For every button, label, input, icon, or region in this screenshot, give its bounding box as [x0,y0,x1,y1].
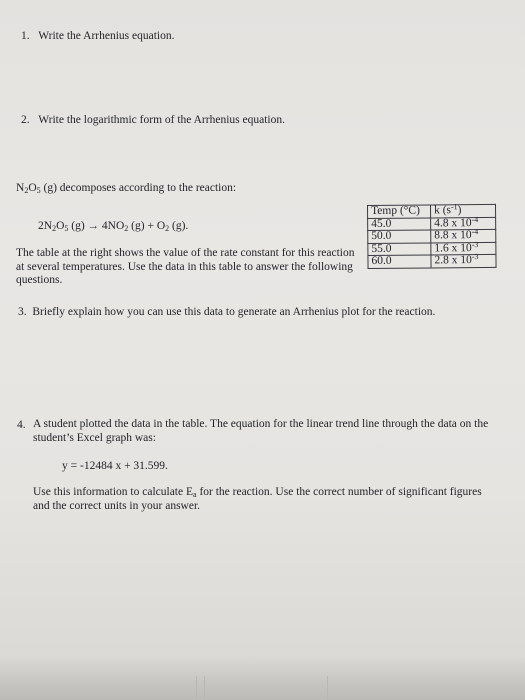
k-cell: 4.8 x $10^{-4}$ [431,217,496,230]
paper-crease [327,676,328,700]
temp-cell: 50.0 [368,230,431,243]
table-row [368,254,496,268]
paper-crease [196,676,197,700]
question-2-text: Write the logarithmic form of the Arrhenius equation. [38,114,285,126]
question-2 [21,113,285,127]
question-1 [21,29,174,43]
temp-cell: 45.0 [368,217,431,230]
page-shadow [0,655,525,700]
question-3 [18,305,435,319]
question-1-text: Write the Arrhenius equation. [38,30,175,42]
table-description: The table at the right shows the value of the rate constant for this reaction at several temperatures. Use the data in this table to answer the following questions. [16,247,355,286]
reaction-arrow-icon: → [87,220,100,232]
question-1-number: 1. [21,30,30,42]
rate-constant-table [367,204,497,269]
reaction-intro: $N_2O_5$ (g) decomposes according to the reaction: [16,182,237,195]
k-cell: 2.8 x $10^{-3}$ [431,254,496,267]
question-2-number: 2. [21,114,30,126]
temp-cell: 60.0 [368,255,431,268]
temp-cell: 55.0 [368,242,431,255]
header-k: k $(s^{-1})$ [431,204,496,217]
trendline-equation: y = -12484 x + 31.599. [62,460,168,472]
question-4-instruction: Use this information to calculate $E_a$ for the reaction. Use the correct number of significant figures and the correct units in your answer. [33,486,482,512]
k-cell: 8.8 x $10^{-4}$ [431,229,496,242]
header-temp: Temp (°C) [368,205,431,218]
k-cell: 1.6 x $10^{-3}$ [431,242,496,255]
question-4-text: A student plotted the data in the table. The equation for the linear trend line through the data on the student’s Excel graph was: [33,418,489,444]
question-3-number: 3. [18,306,27,318]
paper-crease [204,676,205,700]
question-3-text: Briefly explain how you can use this data to generate an Arrhenius plot for the reaction. [32,306,436,318]
reaction-equation: $2N_2O_5$ $(g) \to 4NO_2$ $(g) + O_2$ (g). [38,220,189,233]
question-4-number: 4. [17,419,26,431]
